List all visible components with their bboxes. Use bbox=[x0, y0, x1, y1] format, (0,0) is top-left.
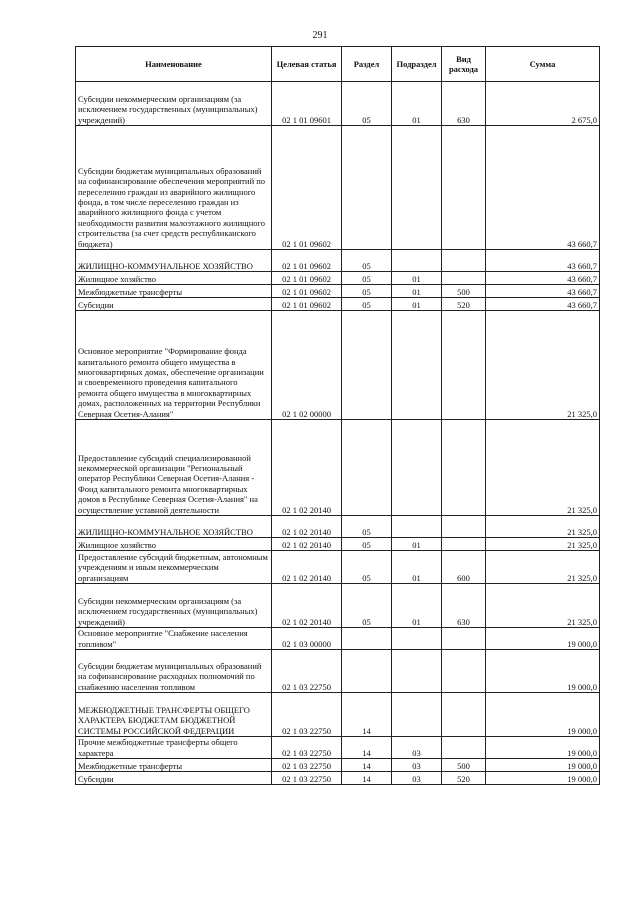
table-row bbox=[76, 584, 600, 628]
row-expense-type bbox=[442, 737, 486, 759]
table-row bbox=[76, 772, 600, 785]
row-subsection: 01 bbox=[392, 538, 442, 551]
row-subsection bbox=[392, 250, 442, 272]
row-section: 14 bbox=[342, 759, 392, 772]
row-section: 14 bbox=[342, 693, 392, 737]
row-amount: 21 325,0 bbox=[486, 551, 600, 584]
row-subsection bbox=[392, 628, 442, 650]
table-row bbox=[76, 693, 600, 737]
row-section: 05 bbox=[342, 584, 392, 628]
row-amount: 43 660,7 bbox=[486, 285, 600, 298]
row-name: Основное мероприятие "Формирование фонда капитального ремонта общего имущества в многоквартирных домах, обеспечение организации и своевременного проведения капитального ремонта общего имущества в многоквартирных домах, расположенных на территории Республики Северная Осетия-Алания" bbox=[76, 311, 272, 420]
row-section: 05 bbox=[342, 516, 392, 538]
row-subsection bbox=[392, 650, 442, 693]
budget-table bbox=[75, 46, 600, 785]
row-section: 05 bbox=[342, 538, 392, 551]
row-code: 02 1 02 20140 bbox=[272, 584, 342, 628]
row-name: Жилищное хозяйство bbox=[76, 272, 272, 285]
column-header-section: Раздел bbox=[342, 47, 392, 82]
row-subsection: 01 bbox=[392, 82, 442, 126]
row-section: 05 bbox=[342, 250, 392, 272]
row-expense-type bbox=[442, 538, 486, 551]
row-name: Прочие межбюджетные трансферты общего характера bbox=[76, 737, 272, 759]
row-section bbox=[342, 420, 392, 516]
row-expense-type bbox=[442, 650, 486, 693]
row-amount: 19 000,0 bbox=[486, 759, 600, 772]
row-section: 05 bbox=[342, 551, 392, 584]
row-amount: 19 000,0 bbox=[486, 737, 600, 759]
row-name: Субсидии некоммерческим организациям (за исключением государственных (муниципальных) учреждений) bbox=[76, 82, 272, 126]
row-expense-type: 520 bbox=[442, 298, 486, 311]
row-name: Межбюджетные трансферты bbox=[76, 759, 272, 772]
row-name: ЖИЛИЩНО-КОММУНАЛЬНОЕ ХОЗЯЙСТВО bbox=[76, 250, 272, 272]
row-section bbox=[342, 650, 392, 693]
row-subsection bbox=[392, 126, 442, 250]
row-amount: 43 660,7 bbox=[486, 272, 600, 285]
row-expense-type: 630 bbox=[442, 82, 486, 126]
row-amount: 19 000,0 bbox=[486, 650, 600, 693]
row-amount: 19 000,0 bbox=[486, 628, 600, 650]
row-subsection bbox=[392, 516, 442, 538]
row-code: 02 1 03 22750 bbox=[272, 737, 342, 759]
row-section: 14 bbox=[342, 737, 392, 759]
column-header-amount: Сумма bbox=[486, 47, 600, 82]
table-row bbox=[76, 311, 600, 420]
row-code: 02 1 02 00000 bbox=[272, 311, 342, 420]
row-name: Субсидии бюджетам муниципальных образований на софинансирование обеспечения мероприятий по переселению граждан из аварийного жилищного фонда, в том числе переселению граждан из аварийного жилищного фонда с учетом необходимости развития малоэтажного жилищного строительства (за счет средств республиканского бюджета) bbox=[76, 126, 272, 250]
row-subsection: 03 bbox=[392, 737, 442, 759]
table-row bbox=[76, 759, 600, 772]
table-row bbox=[76, 272, 600, 285]
row-expense-type bbox=[442, 250, 486, 272]
row-subsection bbox=[392, 420, 442, 516]
table-row bbox=[76, 628, 600, 650]
row-expense-type bbox=[442, 272, 486, 285]
table-row bbox=[76, 285, 600, 298]
row-subsection: 01 bbox=[392, 285, 442, 298]
row-name: Субсидии бюджетам муниципальных образований на софинансирование расходных полномочий по снабжению населения топливом bbox=[76, 650, 272, 693]
row-code: 02 1 02 20140 bbox=[272, 516, 342, 538]
table-row bbox=[76, 737, 600, 759]
row-code: 02 1 03 22750 bbox=[272, 650, 342, 693]
row-amount: 43 660,7 bbox=[486, 250, 600, 272]
row-section bbox=[342, 628, 392, 650]
row-expense-type bbox=[442, 516, 486, 538]
row-expense-type bbox=[442, 311, 486, 420]
row-name: Основное мероприятие "Снабжение населения топливом" bbox=[76, 628, 272, 650]
row-name: МЕЖБЮДЖЕТНЫЕ ТРАНСФЕРТЫ ОБЩЕГО ХАРАКТЕРА БЮДЖЕТАМ БЮДЖЕТНОЙ СИСТЕМЫ РОССИЙСКОЙ ФЕДЕРАЦИИ bbox=[76, 693, 272, 737]
column-header-expense-type: Вид расхода bbox=[442, 47, 486, 82]
row-subsection: 03 bbox=[392, 772, 442, 785]
row-subsection: 01 bbox=[392, 272, 442, 285]
row-expense-type: 600 bbox=[442, 551, 486, 584]
row-section: 05 bbox=[342, 272, 392, 285]
row-expense-type: 520 bbox=[442, 772, 486, 785]
row-subsection: 03 bbox=[392, 759, 442, 772]
row-expense-type bbox=[442, 126, 486, 250]
row-expense-type bbox=[442, 628, 486, 650]
table-row bbox=[76, 650, 600, 693]
row-code: 02 1 02 20140 bbox=[272, 420, 342, 516]
row-name: Жилищное хозяйство bbox=[76, 538, 272, 551]
row-code: 02 1 01 09602 bbox=[272, 272, 342, 285]
row-expense-type: 500 bbox=[442, 285, 486, 298]
row-code: 02 1 01 09602 bbox=[272, 250, 342, 272]
row-section bbox=[342, 126, 392, 250]
row-expense-type bbox=[442, 693, 486, 737]
column-header-subsection: Подраздел bbox=[392, 47, 442, 82]
row-amount: 21 325,0 bbox=[486, 311, 600, 420]
row-code: 02 1 02 20140 bbox=[272, 551, 342, 584]
table-row bbox=[76, 420, 600, 516]
row-name: Предоставление субсидий бюджетным, автономным учреждениям и иным некоммерческим организациям bbox=[76, 551, 272, 584]
row-code: 02 1 01 09602 bbox=[272, 298, 342, 311]
row-section bbox=[342, 311, 392, 420]
row-amount: 21 325,0 bbox=[486, 538, 600, 551]
column-header-code: Целевая статья bbox=[272, 47, 342, 82]
row-amount: 21 325,0 bbox=[486, 516, 600, 538]
row-name: Предоставление субсидий специализированной некоммерческой организации "Региональный оператор Республики Северная Осетия-Алания - Фонд капитального ремонта многоквартирных домов в Республике Северная Осетия-Алания" на осуществление уставной деятельности bbox=[76, 420, 272, 516]
row-section: 05 bbox=[342, 285, 392, 298]
row-amount: 21 325,0 bbox=[486, 584, 600, 628]
row-subsection: 01 bbox=[392, 584, 442, 628]
row-section: 05 bbox=[342, 82, 392, 126]
row-section: 05 bbox=[342, 298, 392, 311]
page-number: 291 bbox=[312, 30, 328, 41]
row-amount: 43 660,7 bbox=[486, 126, 600, 250]
row-subsection bbox=[392, 311, 442, 420]
row-code: 02 1 03 22750 bbox=[272, 693, 342, 737]
row-amount: 2 675,0 bbox=[486, 82, 600, 126]
row-expense-type bbox=[442, 420, 486, 516]
row-name: Субсидии bbox=[76, 298, 272, 311]
table-row bbox=[76, 551, 600, 584]
table-row bbox=[76, 126, 600, 250]
row-code: 02 1 02 20140 bbox=[272, 538, 342, 551]
row-amount: 19 000,0 bbox=[486, 693, 600, 737]
row-section: 14 bbox=[342, 772, 392, 785]
row-code: 02 1 03 22750 bbox=[272, 759, 342, 772]
table-header-row bbox=[76, 47, 600, 82]
table-row bbox=[76, 538, 600, 551]
row-code: 02 1 03 22750 bbox=[272, 772, 342, 785]
row-name: Субсидии bbox=[76, 772, 272, 785]
row-code: 02 1 01 09602 bbox=[272, 285, 342, 298]
row-code: 02 1 01 09601 bbox=[272, 82, 342, 126]
column-header-name: Наименование bbox=[76, 47, 272, 82]
row-name: Межбюджетные трансферты bbox=[76, 285, 272, 298]
table-row bbox=[76, 516, 600, 538]
row-name: Субсидии некоммерческим организациям (за исключением государственных (муниципальных) учреждений) bbox=[76, 584, 272, 628]
row-amount: 21 325,0 bbox=[486, 420, 600, 516]
table-row bbox=[76, 298, 600, 311]
row-expense-type: 630 bbox=[442, 584, 486, 628]
row-name: ЖИЛИЩНО-КОММУНАЛЬНОЕ ХОЗЯЙСТВО bbox=[76, 516, 272, 538]
row-code: 02 1 01 09602 bbox=[272, 126, 342, 250]
row-subsection bbox=[392, 693, 442, 737]
table-row bbox=[76, 82, 600, 126]
row-amount: 43 660,7 bbox=[486, 298, 600, 311]
row-subsection: 01 bbox=[392, 551, 442, 584]
row-expense-type: 500 bbox=[442, 759, 486, 772]
table-row bbox=[76, 250, 600, 272]
row-amount: 19 000,0 bbox=[486, 772, 600, 785]
row-code: 02 1 03 00000 bbox=[272, 628, 342, 650]
row-subsection: 01 bbox=[392, 298, 442, 311]
